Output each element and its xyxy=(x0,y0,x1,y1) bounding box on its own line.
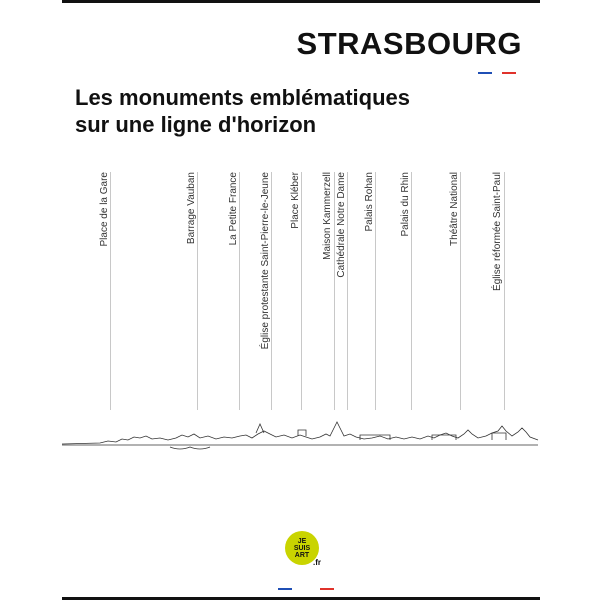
flag-red-stripe xyxy=(320,588,334,590)
logo-text-line-1: JE xyxy=(297,537,307,545)
leader-line xyxy=(334,172,335,410)
leader-line xyxy=(460,172,461,410)
skyline-illustration xyxy=(60,418,540,460)
label-place-de-la-gare: Place de la Gare xyxy=(99,172,110,247)
flag-red-stripe xyxy=(502,72,516,74)
logo-text-line-3: ART xyxy=(294,551,310,559)
leader-line xyxy=(375,172,376,410)
leader-line xyxy=(301,172,302,410)
subtitle xyxy=(75,84,515,138)
label-la-petite-france: La Petite France xyxy=(228,172,239,246)
label-maison-kammerzell: Maison Kammerzell xyxy=(322,172,333,260)
city-title: STRASBOURG xyxy=(296,26,522,61)
leader-line xyxy=(411,172,412,410)
flag-stripes-top xyxy=(478,61,526,63)
label-cathedrale-notre-dame: Cathédrale Notre Dame xyxy=(336,172,347,278)
leader-line xyxy=(110,172,111,410)
leader-line xyxy=(504,172,505,410)
label-theatre-national: Théâtre National xyxy=(449,172,460,246)
label-eglise-reformee-saint-paul: Église réformée Saint-Paul xyxy=(492,172,503,291)
label-palais-rohan: Palais Rohan xyxy=(364,172,375,232)
leader-line xyxy=(271,172,272,410)
label-barrage-vauban: Barrage Vauban xyxy=(186,172,197,245)
label-eglise-saint-pierre-le-jeune: Église protestante Saint-Pierre-le-Jeune xyxy=(260,172,271,350)
logo-text-line-2: SUIS xyxy=(293,544,311,552)
leader-line xyxy=(347,172,348,410)
logo-suffix: .fr xyxy=(313,558,321,567)
leader-line xyxy=(197,172,198,410)
subtitle-line-1: Les monuments emblématiques xyxy=(75,85,410,110)
label-place-kleber: Place Kléber xyxy=(290,172,301,229)
flag-stripes-bottom xyxy=(278,577,344,579)
subtitle-line-2: sur une ligne d'horizon xyxy=(75,112,317,137)
top-border xyxy=(62,0,540,3)
flag-blue-stripe xyxy=(478,72,492,74)
leader-line xyxy=(239,172,240,410)
label-palais-du-rhin: Palais du Rhin xyxy=(400,172,411,237)
flag-blue-stripe xyxy=(278,588,292,590)
